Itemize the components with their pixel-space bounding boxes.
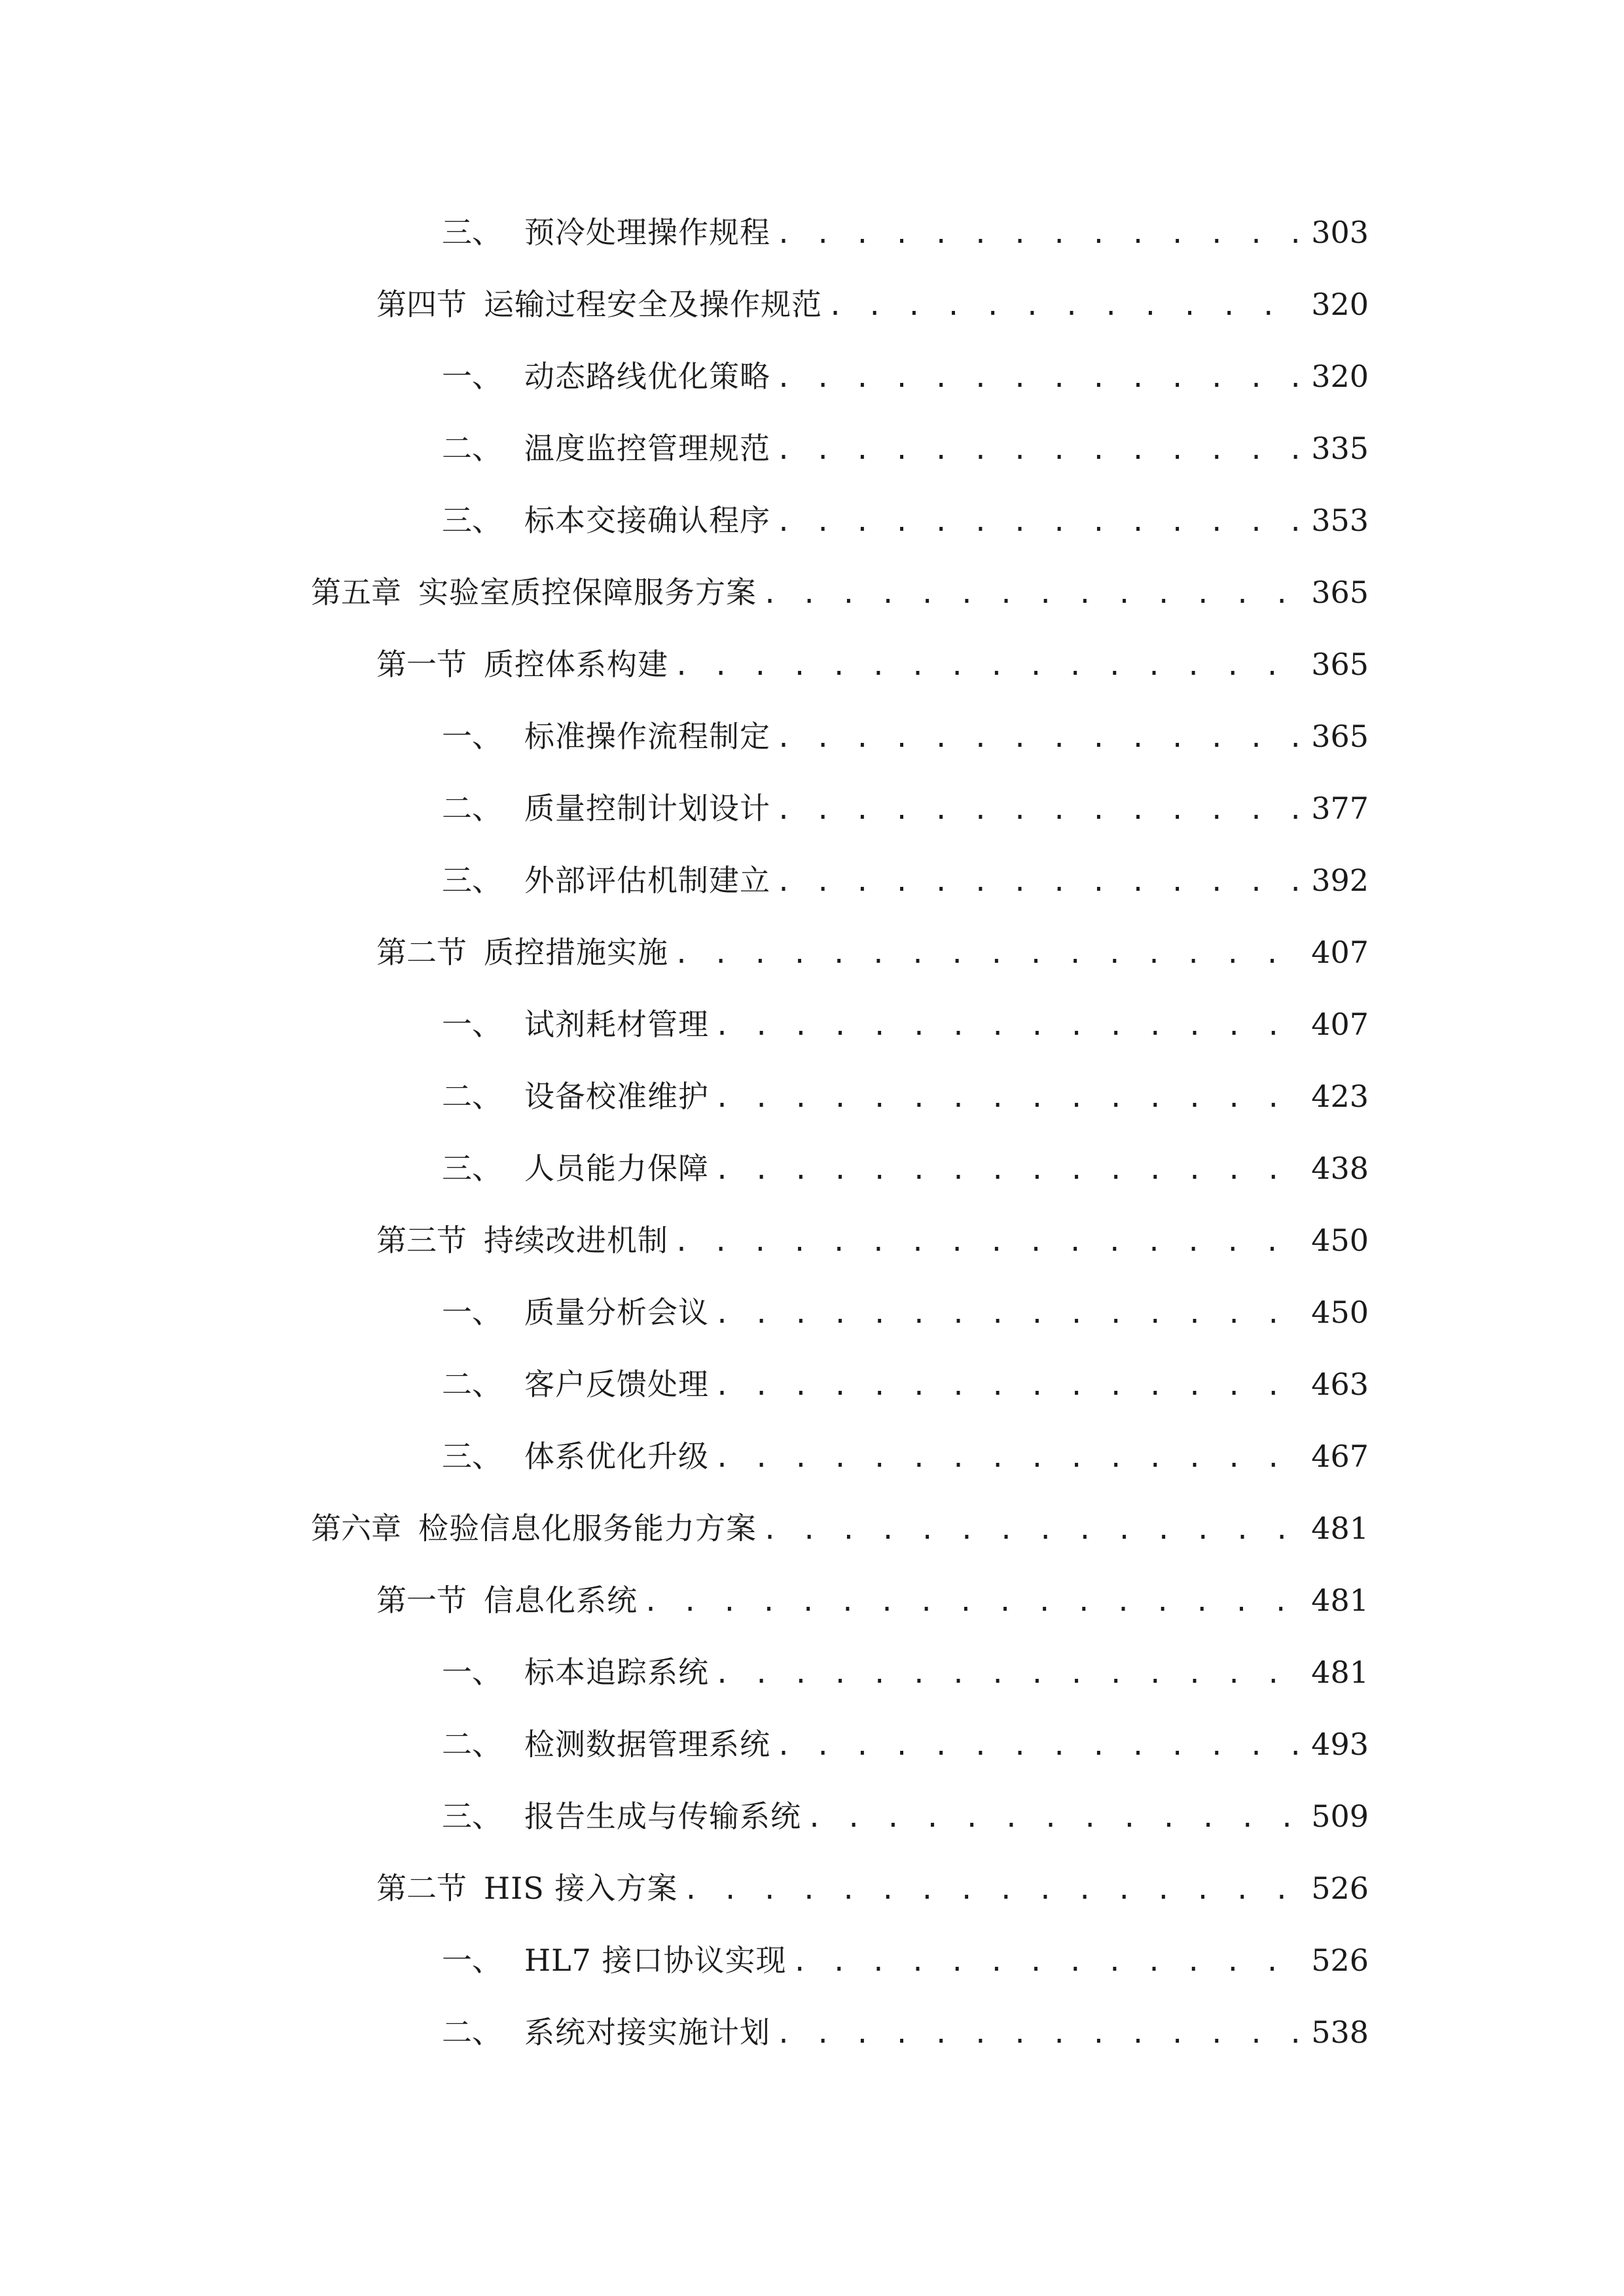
toc-dot-leader (714, 1661, 1302, 1687)
toc-entry-page: 481 (1311, 1511, 1369, 1546)
toc-dot-leader (806, 1805, 1302, 1831)
toc-entry-page: 467 (1311, 1439, 1369, 1474)
toc-entry[interactable] (376, 634, 1369, 682)
toc-entry-title: 质控措施实施 (484, 935, 668, 970)
toc-dot-leader (776, 1733, 1302, 1759)
toc-entry-number: 三、 (442, 863, 502, 898)
toc-entry-title: 质量分析会议 (524, 1295, 709, 1330)
toc-entry-title: HL7 接口协议实现 (524, 1943, 787, 1978)
toc-dot-leader (776, 797, 1302, 823)
toc-entry-title: 人员能力保障 (524, 1151, 709, 1186)
toc-entry-number: 一、 (442, 1655, 502, 1690)
toc-dot-leader (762, 1517, 1302, 1543)
toc-dot-leader (776, 221, 1302, 247)
toc-entry-page: 335 (1311, 431, 1369, 466)
toc-entry-title: 标本追踪系统 (524, 1655, 709, 1690)
toc-dot-leader (714, 1013, 1302, 1039)
toc-entry-number: 第三节 (376, 1223, 467, 1258)
toc-entry-page: 320 (1311, 287, 1369, 322)
toc-entry-number: 一、 (442, 719, 502, 754)
toc-entry[interactable] (442, 1354, 1369, 1402)
toc-entry[interactable] (442, 706, 1369, 754)
toc-dot-leader (683, 1877, 1302, 1903)
toc-dot-leader (714, 1301, 1302, 1327)
toc-entry-title: 质控体系构建 (484, 647, 668, 682)
toc-entry-page: 463 (1311, 1367, 1369, 1402)
toc-dot-leader (776, 509, 1302, 535)
toc-entry[interactable] (442, 1641, 1369, 1690)
toc-entry-title: 温度监控管理规范 (524, 431, 770, 466)
toc-entry-page: 481 (1311, 1583, 1369, 1618)
toc-entry-number: 第六章 (311, 1511, 401, 1546)
toc-entry[interactable] (442, 1929, 1369, 1978)
toc-entry-number: 一、 (442, 1943, 502, 1978)
toc-entry[interactable] (376, 922, 1369, 970)
toc-entry-number: 二、 (442, 2015, 502, 2050)
toc-entry-number: 一、 (442, 1295, 502, 1330)
toc-entry-title: 试剂耗材管理 (524, 1007, 709, 1042)
toc-entry[interactable] (376, 274, 1369, 322)
toc-entry[interactable] (442, 1785, 1369, 1834)
toc-entry[interactable] (311, 562, 1369, 610)
toc-entry-title: 体系优化升级 (524, 1439, 709, 1474)
toc-entry-number: 二、 (442, 1727, 502, 1762)
toc-entry[interactable] (442, 778, 1369, 826)
toc-entry[interactable] (442, 850, 1369, 898)
toc-entry[interactable] (442, 418, 1369, 466)
toc-entry-number: 二、 (442, 1367, 502, 1402)
toc-entry-page: 353 (1311, 503, 1369, 538)
toc-dot-leader (776, 365, 1302, 391)
toc-entry-title: 标本交接确认程序 (524, 503, 770, 538)
toc-entry[interactable] (376, 1857, 1369, 1906)
toc-entry-number: 第五章 (311, 575, 401, 610)
toc-entry-page: 538 (1311, 2015, 1369, 2050)
toc-entry[interactable] (442, 346, 1369, 394)
toc-entry-page: 320 (1311, 359, 1369, 394)
toc-entry-page: 509 (1311, 1799, 1369, 1834)
toc-entry-title: HIS 接入方案 (484, 1871, 678, 1906)
toc-entry[interactable] (311, 1498, 1369, 1546)
toc-entry[interactable] (442, 1138, 1369, 1186)
toc-entry-number: 二、 (442, 431, 502, 466)
toc-dot-leader (674, 653, 1302, 679)
toc-dot-leader (776, 725, 1302, 751)
toc-entry-number: 三、 (442, 1151, 502, 1186)
toc-entry-page: 365 (1311, 575, 1369, 610)
toc-entry-number: 第四节 (376, 287, 467, 322)
toc-entry[interactable] (442, 490, 1369, 538)
toc-entry-page: 303 (1311, 215, 1369, 250)
toc-entry-number: 三、 (442, 1439, 502, 1474)
toc-dot-leader (792, 1949, 1303, 1975)
toc-entry-page: 526 (1311, 1871, 1369, 1906)
toc-entry-number: 第一节 (376, 1583, 467, 1618)
toc-dot-leader (776, 437, 1302, 463)
toc-entry[interactable] (442, 202, 1369, 250)
toc-entry-title: 持续改进机制 (484, 1223, 668, 1258)
toc-dot-leader (762, 581, 1302, 607)
toc-entry[interactable] (442, 1426, 1369, 1474)
toc-entry-page: 407 (1311, 1007, 1369, 1042)
toc-entry-page: 450 (1311, 1295, 1369, 1330)
toc-dot-leader (643, 1589, 1302, 1615)
toc-entry-title: 外部评估机制建立 (524, 863, 770, 898)
toc-entry-number: 第二节 (376, 1871, 467, 1906)
toc-dot-leader (674, 1229, 1302, 1255)
toc-entry-number: 一、 (442, 359, 502, 394)
toc-entry-title: 报告生成与传输系统 (524, 1799, 801, 1834)
toc-entry-page: 407 (1311, 935, 1369, 970)
toc-entry-page: 365 (1311, 647, 1369, 682)
toc-entry-title: 实验室质控保障服务方案 (418, 575, 757, 610)
toc-entry-title: 信息化系统 (484, 1583, 638, 1618)
toc-entry-title: 质量控制计划设计 (524, 791, 770, 826)
toc-entry[interactable] (442, 1713, 1369, 1762)
toc-entry[interactable] (442, 2001, 1369, 2050)
toc-entry[interactable] (442, 1282, 1369, 1330)
toc-entry-title: 标准操作流程制定 (524, 719, 770, 754)
toc-entry-number: 第一节 (376, 647, 467, 682)
toc-entry-number: 一、 (442, 1007, 502, 1042)
toc-dot-leader (714, 1085, 1302, 1111)
toc-dot-leader (674, 941, 1302, 967)
toc-entry-page: 526 (1311, 1943, 1369, 1978)
toc-entry-title: 检测数据管理系统 (524, 1727, 770, 1762)
toc-dot-leader (827, 293, 1302, 319)
toc-entry-page: 438 (1311, 1151, 1369, 1186)
toc-entry-number: 三、 (442, 1799, 502, 1834)
toc-entry[interactable] (442, 1066, 1369, 1114)
toc-entry-title: 系统对接实施计划 (524, 2015, 770, 2050)
toc-entry-page: 493 (1311, 1727, 1369, 1762)
toc-dot-leader (714, 1445, 1302, 1471)
toc-dot-leader (776, 869, 1302, 895)
toc-entry-title: 动态路线优化策略 (524, 359, 770, 394)
toc-entry[interactable] (376, 1570, 1369, 1618)
toc-entry-title: 客户反馈处理 (524, 1367, 709, 1402)
toc-entry-title: 预冷处理操作规程 (524, 215, 770, 250)
toc-entry-page: 392 (1311, 863, 1369, 898)
toc-entry-page: 423 (1311, 1079, 1369, 1114)
toc-entry-page: 450 (1311, 1223, 1369, 1258)
toc-entry-title: 运输过程安全及操作规范 (484, 287, 822, 322)
toc-dot-leader (776, 2021, 1302, 2047)
toc-entry-number: 三、 (442, 215, 502, 250)
toc-entry-number: 三、 (442, 503, 502, 538)
toc-entry-number: 第二节 (376, 935, 467, 970)
toc-entry-title: 检验信息化服务能力方案 (418, 1511, 757, 1546)
toc-entry-number: 二、 (442, 791, 502, 826)
toc-entry-title: 设备校准维护 (524, 1079, 709, 1114)
toc-entry-page: 365 (1311, 719, 1369, 754)
toc-entry-page: 377 (1311, 791, 1369, 826)
toc-entry[interactable] (442, 994, 1369, 1042)
toc-entry-number: 二、 (442, 1079, 502, 1114)
toc-dot-leader (714, 1157, 1302, 1183)
toc-entry[interactable] (376, 1210, 1369, 1258)
toc-entry-page: 481 (1311, 1655, 1369, 1690)
toc-dot-leader (714, 1373, 1302, 1399)
